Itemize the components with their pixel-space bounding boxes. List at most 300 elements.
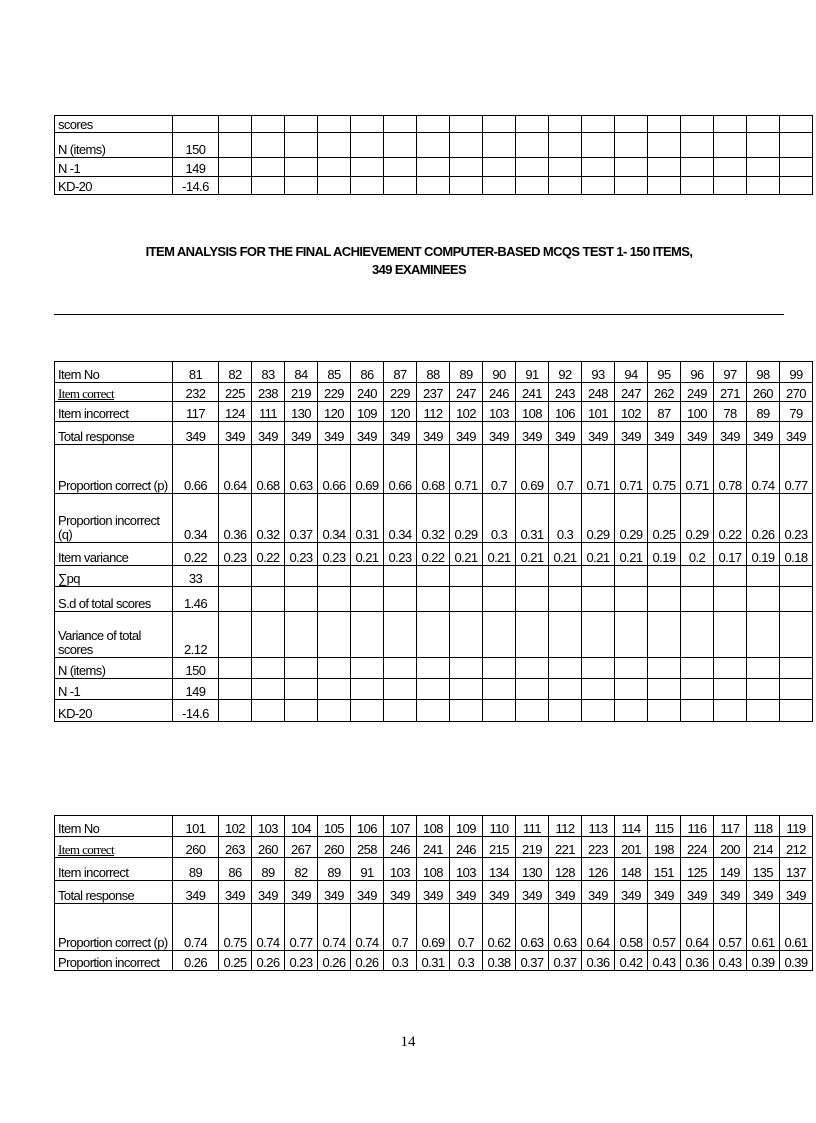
empty-cell <box>780 566 813 587</box>
empty-cell <box>648 566 681 587</box>
row-label: Total response <box>55 881 173 904</box>
item-number: 108 <box>417 816 450 837</box>
cell-value: 349 <box>681 422 714 445</box>
cell-value: 214 <box>747 837 780 858</box>
table-row <box>55 494 813 543</box>
empty-cell <box>252 679 285 700</box>
cell-value: 102 <box>450 402 483 422</box>
cell-value: 349 <box>648 881 681 904</box>
empty-cell <box>648 612 681 658</box>
cell-value: 126 <box>582 858 615 881</box>
item-number: 99 <box>780 362 813 383</box>
empty-cell <box>516 133 549 158</box>
cell-value: 0.69 <box>516 445 549 494</box>
cell-value: 0.29 <box>681 494 714 543</box>
item-number: 111 <box>516 816 549 837</box>
table-row <box>55 445 813 494</box>
empty-cell <box>747 612 780 658</box>
empty-cell <box>582 587 615 612</box>
cell-value: 243 <box>549 383 582 402</box>
summary-row <box>55 587 813 612</box>
cell-value: 130 <box>516 858 549 881</box>
cell-value: 246 <box>483 383 516 402</box>
empty-cell <box>252 177 285 195</box>
cell-value: 238 <box>252 383 285 402</box>
empty-cell <box>483 566 516 587</box>
empty-cell <box>615 133 648 158</box>
cell-value: 349 <box>483 881 516 904</box>
cell-value: 111 <box>252 402 285 422</box>
cell-value: 0.68 <box>417 445 450 494</box>
cell-value: 349 <box>483 422 516 445</box>
empty-cell <box>318 566 351 587</box>
cell-value: 0.29 <box>615 494 648 543</box>
empty-cell <box>582 133 615 158</box>
empty-cell <box>747 679 780 700</box>
empty-cell <box>648 158 681 177</box>
empty-cell <box>351 158 384 177</box>
empty-cell <box>615 679 648 700</box>
empty-cell <box>780 587 813 612</box>
cell-value: 0.25 <box>648 494 681 543</box>
empty-cell <box>450 158 483 177</box>
empty-cell <box>549 566 582 587</box>
item-number: 113 <box>582 816 615 837</box>
empty-cell <box>582 116 615 133</box>
item-number: 118 <box>747 816 780 837</box>
cell-value: 215 <box>483 837 516 858</box>
row-label: Item incorrect <box>55 402 173 422</box>
empty-cell <box>384 133 417 158</box>
empty-cell <box>219 566 252 587</box>
cell-value: 0.58 <box>615 904 648 951</box>
table-row <box>55 158 813 177</box>
cell-value: 0.38 <box>483 951 516 971</box>
empty-cell <box>450 177 483 195</box>
cell-value: 0.25 <box>219 951 252 971</box>
empty-cell <box>549 158 582 177</box>
header-label: Item No <box>55 816 173 837</box>
empty-cell <box>681 658 714 679</box>
cell-value: 0.75 <box>219 904 252 951</box>
empty-cell <box>582 658 615 679</box>
cell-value: 0.18 <box>780 543 813 566</box>
empty-cell <box>384 679 417 700</box>
cell-value: 78 <box>714 402 747 422</box>
row-label: Item correct <box>55 383 173 402</box>
cell-value: 260 <box>252 837 285 858</box>
cell-value: 260 <box>318 837 351 858</box>
empty-cell <box>780 116 813 133</box>
empty-cell <box>450 587 483 612</box>
cell-value: 0.36 <box>219 494 252 543</box>
empty-cell <box>450 133 483 158</box>
summary-row <box>55 566 813 587</box>
cell-value: 0.34 <box>384 494 417 543</box>
summary-row <box>55 612 813 658</box>
cell-value: 120 <box>384 402 417 422</box>
cell-value: 0.71 <box>681 445 714 494</box>
empty-cell <box>615 700 648 722</box>
empty-cell <box>351 658 384 679</box>
cell-value: 246 <box>450 837 483 858</box>
cell-value: 0.7 <box>483 445 516 494</box>
cell-value: 240 <box>351 383 384 402</box>
cell-value: 349 <box>582 881 615 904</box>
summary-value: 2.12 <box>173 612 219 658</box>
cell-value: 349 <box>780 881 813 904</box>
empty-cell <box>318 116 351 133</box>
cell-value: 349 <box>318 422 351 445</box>
item-number: 84 <box>285 362 318 383</box>
empty-cell <box>714 700 747 722</box>
summary-value: 149 <box>173 679 219 700</box>
item-number: 115 <box>648 816 681 837</box>
empty-cell <box>516 700 549 722</box>
cell-value: 349 <box>173 881 219 904</box>
cell-value: 0.3 <box>483 494 516 543</box>
empty-cell <box>351 566 384 587</box>
empty-cell <box>714 679 747 700</box>
cell-value: 270 <box>780 383 813 402</box>
item-number: 91 <box>516 362 549 383</box>
empty-cell <box>252 612 285 658</box>
empty-cell <box>318 658 351 679</box>
row-label: Item variance <box>55 543 173 566</box>
empty-cell <box>450 700 483 722</box>
empty-cell <box>681 587 714 612</box>
row-label: Item incorrect <box>55 858 173 881</box>
empty-cell <box>582 700 615 722</box>
row-label: KD-20 <box>55 177 173 195</box>
empty-cell <box>747 700 780 722</box>
page-title <box>54 243 784 279</box>
header-row <box>55 362 813 383</box>
cell-value: 0.26 <box>252 951 285 971</box>
cell-value: 241 <box>516 383 549 402</box>
empty-cell <box>516 612 549 658</box>
empty-cell <box>483 158 516 177</box>
cell-value: 0.77 <box>780 445 813 494</box>
empty-cell <box>516 679 549 700</box>
summary-row <box>55 658 813 679</box>
table-row <box>55 904 813 951</box>
item-analysis-table-81-99 <box>54 361 813 722</box>
cell-value: 224 <box>681 837 714 858</box>
empty-cell <box>417 566 450 587</box>
item-number: 119 <box>780 816 813 837</box>
cell-value: 0.37 <box>285 494 318 543</box>
cell-value: 241 <box>417 837 450 858</box>
cell-value: 349 <box>747 881 780 904</box>
empty-cell <box>648 177 681 195</box>
cell-value: 349 <box>219 881 252 904</box>
empty-cell <box>714 658 747 679</box>
cell-value: 0.22 <box>417 543 450 566</box>
cell-value: 0.7 <box>384 904 417 951</box>
empty-cell <box>549 116 582 133</box>
empty-cell <box>516 116 549 133</box>
empty-cell <box>681 700 714 722</box>
empty-cell <box>780 612 813 658</box>
cell-value: 0.66 <box>173 445 219 494</box>
empty-cell <box>285 658 318 679</box>
cell-value: 149 <box>714 858 747 881</box>
empty-cell <box>219 587 252 612</box>
item-number: 106 <box>351 816 384 837</box>
empty-cell <box>252 158 285 177</box>
cell-value: 0.36 <box>681 951 714 971</box>
cell-value: 0.69 <box>351 445 384 494</box>
cell-value: 349 <box>714 881 747 904</box>
empty-cell <box>615 587 648 612</box>
cell-value: 0.64 <box>582 904 615 951</box>
empty-cell <box>351 133 384 158</box>
cell-value: 349 <box>450 422 483 445</box>
cell-value: 0.2 <box>681 543 714 566</box>
cell-value: 0.32 <box>252 494 285 543</box>
table-row <box>55 177 813 195</box>
empty-cell <box>582 158 615 177</box>
table-row <box>55 422 813 445</box>
item-number: 88 <box>417 362 450 383</box>
cell-value: 0.26 <box>173 951 219 971</box>
cell-value: 0.34 <box>173 494 219 543</box>
empty-cell <box>681 177 714 195</box>
cell-value: 87 <box>648 402 681 422</box>
empty-cell <box>219 700 252 722</box>
empty-cell <box>747 133 780 158</box>
cell-value: 117 <box>173 402 219 422</box>
empty-cell <box>318 177 351 195</box>
empty-cell <box>285 116 318 133</box>
item-number: 82 <box>219 362 252 383</box>
item-number: 97 <box>714 362 747 383</box>
cell-value: 0.21 <box>615 543 648 566</box>
empty-cell <box>714 158 747 177</box>
item-number: 117 <box>714 816 747 837</box>
cell-value: 0.21 <box>516 543 549 566</box>
empty-cell <box>252 658 285 679</box>
item-number: 87 <box>384 362 417 383</box>
item-number: 81 <box>173 362 219 383</box>
cell-value: 108 <box>516 402 549 422</box>
cell-value: 219 <box>285 383 318 402</box>
cell-value: 89 <box>318 858 351 881</box>
cell-value: 0.23 <box>318 543 351 566</box>
cell-value: 263 <box>219 837 252 858</box>
empty-cell <box>252 116 285 133</box>
cell-value: 0.21 <box>483 543 516 566</box>
empty-cell <box>747 658 780 679</box>
empty-cell <box>219 612 252 658</box>
table-row <box>55 837 813 858</box>
empty-cell <box>615 177 648 195</box>
cell-value: 0.3 <box>450 951 483 971</box>
cell-value: 201 <box>615 837 648 858</box>
cell-value: 101 <box>582 402 615 422</box>
row-label: N -1 <box>55 158 173 177</box>
item-number: 107 <box>384 816 417 837</box>
item-number: 114 <box>615 816 648 837</box>
summary-label: N (items) <box>55 658 173 679</box>
cell-value: 120 <box>318 402 351 422</box>
empty-cell <box>648 587 681 612</box>
empty-cell <box>318 679 351 700</box>
cell-value: 349 <box>417 881 450 904</box>
empty-cell <box>219 116 252 133</box>
cell-value: 0.39 <box>747 951 780 971</box>
table-row <box>55 383 813 402</box>
empty-cell <box>582 679 615 700</box>
item-number: 116 <box>681 816 714 837</box>
cell-value: 0.17 <box>714 543 747 566</box>
empty-cell <box>483 612 516 658</box>
empty-cell <box>318 587 351 612</box>
item-number: 109 <box>450 816 483 837</box>
empty-cell <box>384 566 417 587</box>
empty-cell <box>615 158 648 177</box>
empty-cell <box>780 658 813 679</box>
empty-cell <box>417 133 450 158</box>
cell-value: 349 <box>681 881 714 904</box>
table-row <box>55 133 813 158</box>
cell-value: 0.71 <box>450 445 483 494</box>
cell-value: 102 <box>615 402 648 422</box>
cell-value: 237 <box>417 383 450 402</box>
empty-cell <box>384 658 417 679</box>
cell-value: 0.63 <box>549 904 582 951</box>
cell-value: 0.3 <box>384 951 417 971</box>
cell-value: 103 <box>384 858 417 881</box>
item-number: 96 <box>681 362 714 383</box>
cell-value: 135 <box>747 858 780 881</box>
empty-cell <box>615 612 648 658</box>
cell-value: 0.23 <box>780 494 813 543</box>
item-number: 86 <box>351 362 384 383</box>
cell-value: 349 <box>417 422 450 445</box>
empty-cell <box>483 177 516 195</box>
cell-value: 0.32 <box>417 494 450 543</box>
cell-value: 232 <box>173 383 219 402</box>
empty-cell <box>681 116 714 133</box>
summary-label: Variance of total scores <box>55 612 173 658</box>
cell-value: 124 <box>219 402 252 422</box>
row-label: Total response <box>55 422 173 445</box>
cell-value: 349 <box>351 881 384 904</box>
cell-value: 0.78 <box>714 445 747 494</box>
cell-value: 0.71 <box>615 445 648 494</box>
item-analysis-table-101-119 <box>54 815 813 971</box>
cell-value: 79 <box>780 402 813 422</box>
empty-cell <box>285 679 318 700</box>
cell-value: 0.42 <box>615 951 648 971</box>
cell-value: 349 <box>252 422 285 445</box>
empty-cell <box>450 679 483 700</box>
cell-value: 0.64 <box>681 904 714 951</box>
empty-cell <box>417 587 450 612</box>
row-label: Proportion correct (p) <box>55 445 173 494</box>
summary-value: 150 <box>173 658 219 679</box>
cell-value: 349 <box>780 422 813 445</box>
empty-cell <box>417 700 450 722</box>
cell-value: 0.23 <box>285 543 318 566</box>
empty-cell <box>714 133 747 158</box>
row-value: 150 <box>173 133 219 158</box>
cell-value: 223 <box>582 837 615 858</box>
cell-value: 0.23 <box>384 543 417 566</box>
empty-cell <box>252 587 285 612</box>
item-number: 83 <box>252 362 285 383</box>
cell-value: 260 <box>747 383 780 402</box>
item-number: 89 <box>450 362 483 383</box>
table-row <box>55 116 813 133</box>
empty-cell <box>780 158 813 177</box>
empty-cell <box>615 566 648 587</box>
item-number: 103 <box>252 816 285 837</box>
title-line-1: ITEM ANALYSIS FOR THE FINAL ACHIEVEMENT COMPUTER-BASED MCQS TEST 1- 150 ITEMS, <box>145 244 693 259</box>
empty-cell <box>516 566 549 587</box>
empty-cell <box>549 587 582 612</box>
cell-value: 349 <box>384 422 417 445</box>
cell-value: 349 <box>252 881 285 904</box>
empty-cell <box>582 612 615 658</box>
table-row <box>55 402 813 422</box>
item-number: 112 <box>549 816 582 837</box>
empty-cell <box>747 158 780 177</box>
cell-value: 108 <box>417 858 450 881</box>
header-label: Item No <box>55 362 173 383</box>
empty-cell <box>351 700 384 722</box>
empty-cell <box>516 177 549 195</box>
empty-cell <box>747 566 780 587</box>
empty-cell <box>285 177 318 195</box>
cell-value: 247 <box>615 383 648 402</box>
cell-value: 349 <box>219 422 252 445</box>
item-number: 110 <box>483 816 516 837</box>
cell-value: 0.39 <box>780 951 813 971</box>
cell-value: 0.74 <box>252 904 285 951</box>
empty-cell <box>384 158 417 177</box>
empty-cell <box>714 612 747 658</box>
cell-value: 0.31 <box>417 951 450 971</box>
empty-cell <box>681 679 714 700</box>
summary-row <box>55 679 813 700</box>
empty-cell <box>351 177 384 195</box>
item-number: 92 <box>549 362 582 383</box>
cell-value: 148 <box>615 858 648 881</box>
cell-value: 0.26 <box>747 494 780 543</box>
empty-cell <box>450 116 483 133</box>
empty-cell <box>285 566 318 587</box>
cell-value: 0.66 <box>384 445 417 494</box>
page-number: 14 <box>400 1034 416 1050</box>
empty-cell <box>516 158 549 177</box>
cell-value: 248 <box>582 383 615 402</box>
cell-value: 0.74 <box>173 904 219 951</box>
row-label: Proportion incorrect <box>55 951 173 971</box>
item-number: 98 <box>747 362 780 383</box>
cell-value: 0.34 <box>318 494 351 543</box>
cell-value: 125 <box>681 858 714 881</box>
empty-cell <box>252 566 285 587</box>
summary-label: S.d of total scores <box>55 587 173 612</box>
empty-cell <box>483 658 516 679</box>
cell-value: 137 <box>780 858 813 881</box>
cell-value: 349 <box>450 881 483 904</box>
empty-cell <box>483 700 516 722</box>
cell-value: 0.21 <box>582 543 615 566</box>
